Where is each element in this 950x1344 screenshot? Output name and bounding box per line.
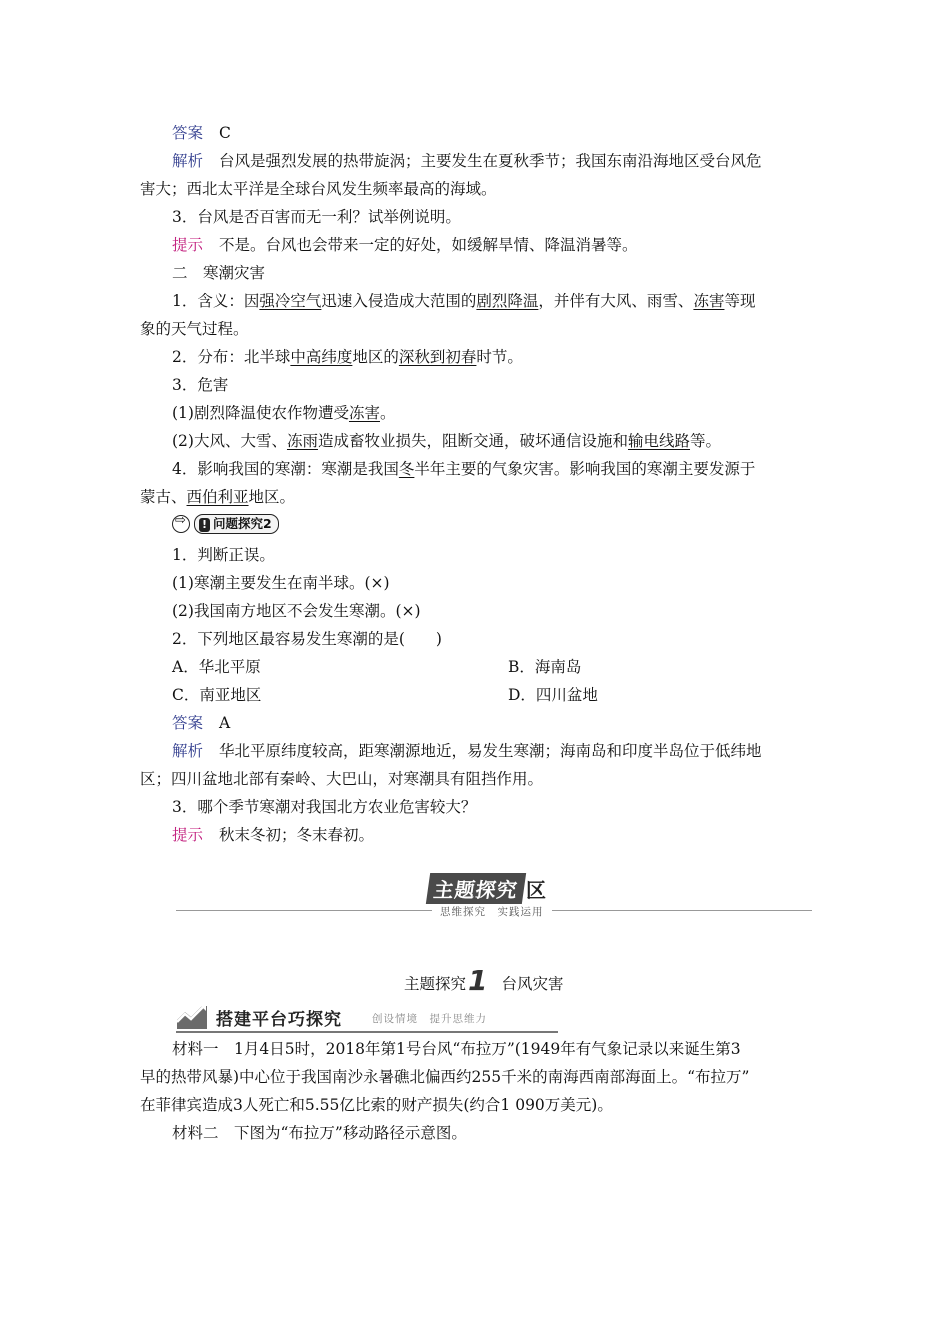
- underlined-term: 冻害: [693, 292, 725, 310]
- answer-value: A: [219, 714, 231, 732]
- analysis-text: 台风是强烈发展的热带旋涡；主要发生在夏秋季节；我国东南沿海地区受台风危: [219, 152, 762, 170]
- harm-heading: 3．危害: [172, 376, 229, 394]
- theme-title-suffix: 区: [526, 877, 546, 902]
- material-1-line-3: 在菲律宾造成3人死亡和5.55亿比索的财产损失(约合1 090万美元)。: [140, 1096, 613, 1114]
- underlined-term: 中高纬度: [290, 348, 353, 366]
- analysis-line-2: 害大；西北太平洋是全球台风发生频率最高的海域。: [140, 180, 497, 198]
- platform-title: 搭建平台巧探究: [216, 1010, 342, 1030]
- hint-line: [172, 235, 852, 255]
- definition-line: 1．含义：因强冷空气迅速入侵造成大范围的剧烈降温，并伴有大风、雨雪、冻害等现: [172, 292, 756, 310]
- inquiry-badge: [172, 514, 279, 536]
- arrow-right-icon: ⇨: [172, 515, 190, 533]
- material-1-line-2: 早的热带风暴)中心位于我国南沙永暑礁北偏西约255千米的南海西南部海面上。“布拉万”: [140, 1068, 750, 1086]
- underlined-term: 深秋到初春: [398, 348, 477, 366]
- inquiry-q1-item1: (1)寒潮主要发生在南半球。(×): [172, 574, 390, 592]
- trend-chart-icon: [176, 1002, 208, 1030]
- theme-subtitle: 思维探究 实践运用: [432, 904, 552, 919]
- distribution-line: 2．分布：北半球中高纬度地区的深秋到初春时节。: [172, 348, 523, 366]
- exclamation-icon: !: [199, 518, 210, 532]
- definition-line-2: 象的天气过程。: [140, 320, 249, 338]
- option-c: C．南亚地区: [172, 686, 262, 704]
- influence-line-2: 蒙古、西伯利亚地区。: [140, 488, 296, 506]
- influence-line: 4．影响我国的寒潮：寒潮是我国冬半年主要的气象灾害。影响我国的寒潮主要发源于: [172, 460, 756, 478]
- answer-label: 答案: [172, 714, 204, 732]
- inquiry-q1: 1．判断正误。: [172, 546, 275, 564]
- material-2: 材料二 下图为“布拉万”移动路径示意图。: [172, 1124, 467, 1142]
- topic-title: [404, 964, 564, 997]
- hint-text: 不是。台风也会带来一定的好处，如缓解旱情、降温消暑等。: [219, 236, 638, 254]
- analysis-line: [172, 151, 852, 171]
- inquiry-label: ! 问题探究2: [194, 514, 279, 534]
- platform-heading: [176, 1000, 558, 1034]
- topic-prefix: 主题探究: [404, 975, 467, 993]
- underlined-term: 冻雨: [286, 432, 318, 450]
- analysis-line-2: 区；四川盆地北部有秦岭、大巴山，对寒潮具有阻挡作用。: [140, 770, 544, 788]
- hint-label: 提示: [172, 236, 204, 254]
- analysis-label: 解析: [172, 742, 204, 760]
- option-d: D．四川盆地: [508, 686, 598, 704]
- underlined-term: 冬: [398, 460, 415, 478]
- answer-value: C: [219, 124, 231, 142]
- underlined-term: 强冷空气: [259, 292, 322, 310]
- platform-subtitle: 创设情境 提升思维力: [372, 1013, 487, 1025]
- heading-rule: [176, 1031, 558, 1033]
- underlined-term: 西伯利亚: [186, 488, 249, 506]
- topic-number: 1: [468, 964, 488, 997]
- hint-line: 提示 秋末冬初；冬末春初。: [172, 826, 375, 844]
- harm-item-1: (1)剧烈降温使农作物遭受冻害。: [172, 404, 396, 422]
- hint-label: 提示: [172, 826, 204, 844]
- answer-line: [172, 713, 852, 733]
- options-row-2: [172, 685, 852, 705]
- question-3: 3．台风是否百害而无一利？试举例说明。: [172, 208, 461, 226]
- underlined-term: 冻害: [348, 404, 380, 422]
- answer-line: [172, 123, 852, 143]
- theme-section-header: [176, 872, 812, 922]
- inquiry-q1-item2: (2)我国南方地区不会发生寒潮。(×): [172, 602, 421, 620]
- analysis-label: 解析: [172, 152, 204, 170]
- inquiry-q3: 3．哪个季节寒潮对我国北方农业危害较大？: [172, 798, 477, 816]
- theme-title: 主题探究: [426, 873, 526, 904]
- analysis-line: 解析 华北平原纬度较高，距寒潮源地近，易发生寒潮；海南岛和印度半岛位于低纬地: [172, 742, 762, 760]
- harm-item-2: (2)大风、大雪、冻雨造成畜牧业损失，阻断交通，破坏通信设施和输电线路等。: [172, 432, 722, 450]
- section-title: 二 寒潮灾害: [172, 264, 266, 282]
- underlined-term: 输电线路: [628, 432, 691, 450]
- material-1-line-1: 材料一 1月4日5时，2018年第1号台风“布拉万”(1949年有气象记录以来诞生第3: [172, 1040, 741, 1058]
- topic-name: 台风灾害: [501, 975, 564, 993]
- options-row-1: [172, 657, 852, 677]
- underlined-term: 剧烈降温: [476, 292, 539, 310]
- option-b: B．海南岛: [508, 658, 582, 676]
- option-a: A．华北平原: [172, 658, 261, 676]
- inquiry-q2: 2．下列地区最容易发生寒潮的是( ): [172, 630, 442, 648]
- answer-label: 答案: [172, 124, 204, 142]
